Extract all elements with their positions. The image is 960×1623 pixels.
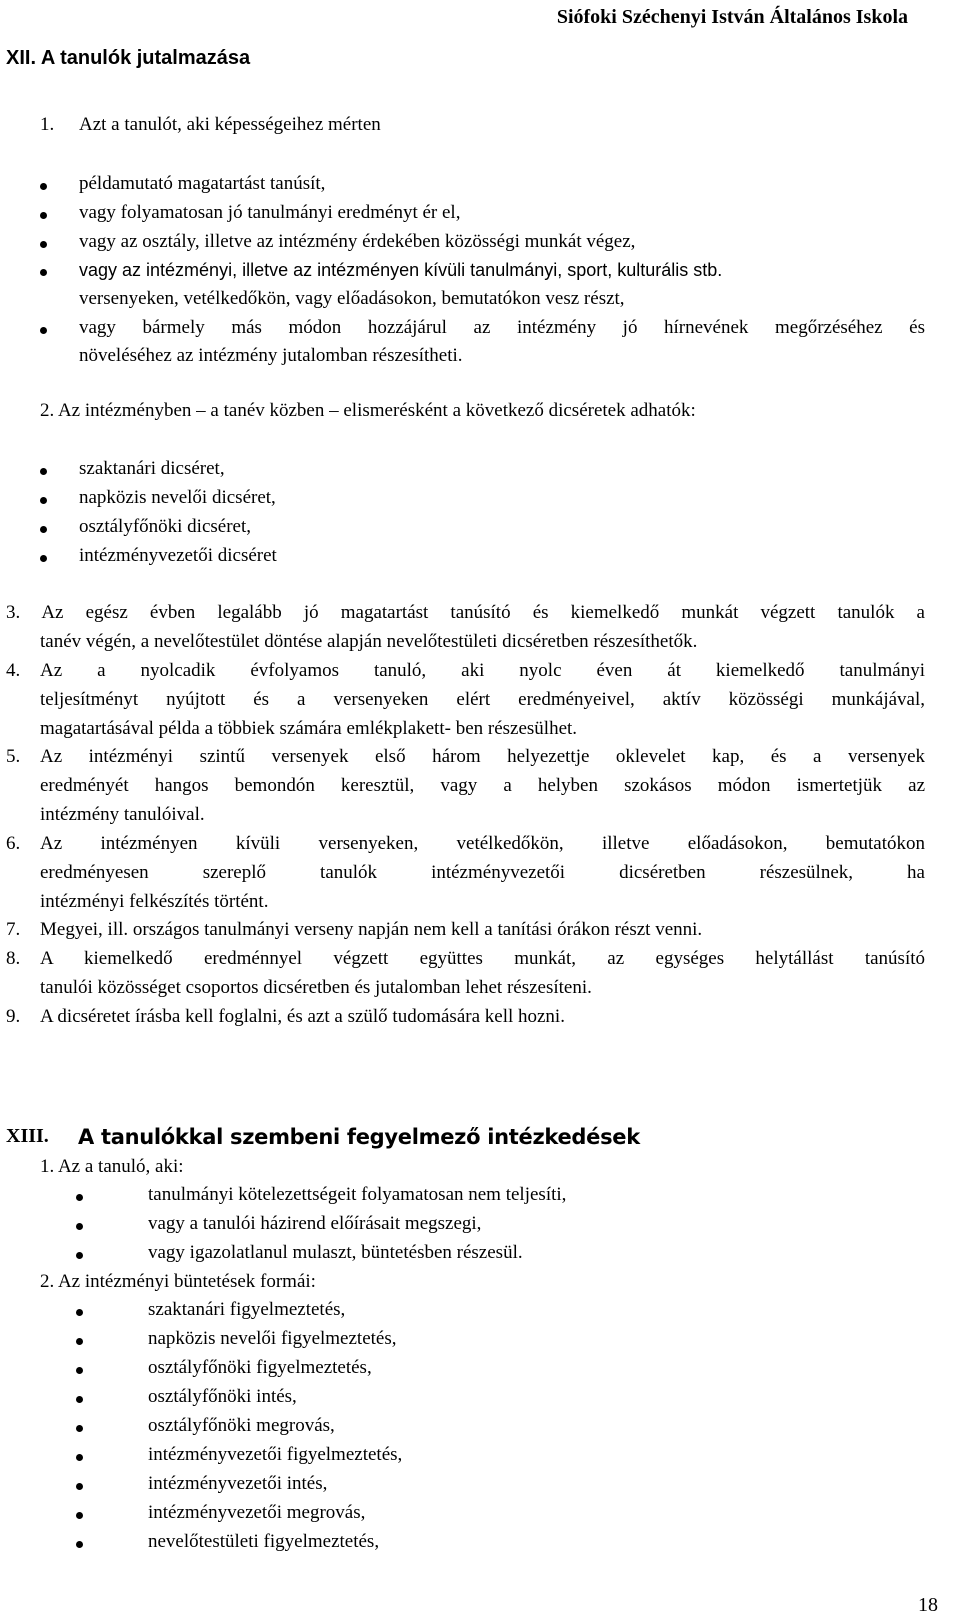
item-6-line: Az intézményen kívüli versenyeken, vetélkedőkön, illetve előadásokon, bemutatókon (40, 833, 925, 854)
list-item: intézményvezetői intés, (148, 1473, 328, 1494)
list-item: tanulmányi kötelezettségeit folyamatosan nem teljesíti, (148, 1184, 567, 1205)
bullet-icon (76, 1338, 83, 1345)
list-item: vagy az osztály, illetve az intézmény érdekében közösségi munkát végez, (79, 231, 636, 252)
item-8-line: tanulói közösséget csoportos dicséretben és jutalomban lehet részesíteni. (40, 977, 592, 998)
bullet-icon (40, 183, 47, 190)
praise-item: napközis nevelői dicséret, (79, 487, 276, 508)
item-1-number: 1. (40, 114, 55, 135)
item-7-number: 7. (6, 919, 21, 940)
bullet-icon (40, 212, 47, 219)
item-4-line: teljesítményt nyújtott és a versenyeken elért eredményeivel, aktív közösségi munkájával, (40, 689, 925, 710)
praise-item: intézményvezetői dicséret (79, 545, 277, 566)
item-6-number: 6. (6, 833, 21, 854)
bullet-icon (76, 1194, 83, 1201)
list-item: vagy az intézményi, illetve az intézményen kívüli tanulmányi, sport, kulturális stb. (79, 260, 723, 280)
bullet-icon (40, 241, 47, 248)
s13-item-1: 1. Az a tanuló, aki: (40, 1156, 184, 1177)
page-number: 18 (918, 1594, 938, 1616)
bullet-icon (40, 269, 47, 276)
list-item-continuation: növeléséhez az intézmény jutalomban részesítheti. (79, 345, 463, 366)
bullet-icon (76, 1396, 83, 1403)
bullet-icon (76, 1252, 83, 1259)
item-3-line: 3. Az egész évben legalább jó magatartást tanúsító és kiemelkedő munkát végzett tanulók a (6, 602, 925, 623)
item-4-number: 4. (6, 660, 21, 681)
praise-item: osztályfőnöki dicséret, (79, 516, 252, 537)
list-item: vagy folyamatosan jó tanulmányi eredményt ér el, (79, 202, 461, 223)
praise-item: szaktanári dicséret, (79, 458, 225, 479)
list-item: intézményvezetői figyelmeztetés, (148, 1444, 403, 1465)
list-item: intézményvezetői megrovás, (148, 1502, 366, 1523)
list-item: osztályfőnöki figyelmeztetés, (148, 1357, 372, 1378)
item-4-line: Az a nyolcadik évfolyamos tanuló, aki nyolc éven át kiemelkedő tanulmányi (40, 660, 925, 681)
item-6-line: eredményesen szereplő tanulók intézményvezetői dicséretben részesülnek, ha (40, 862, 925, 883)
section-13-number: XIII. (6, 1125, 49, 1147)
section-12-title: XII. A tanulók jutalmazása (6, 47, 251, 69)
bullet-icon (76, 1512, 83, 1519)
bullet-icon (76, 1483, 83, 1490)
bullet-icon (40, 526, 47, 533)
item-1-lead: Azt a tanulót, aki képességeihez mérten (79, 114, 381, 135)
item-9-number: 9. (6, 1006, 21, 1027)
item-8-number: 8. (6, 948, 21, 969)
list-item: vagy igazolatlanul mulaszt, büntetésben részesül. (148, 1242, 523, 1263)
list-item: vagy bármely más módon hozzájárul az intézmény jó hírnevének megőrzéséhez és (79, 317, 925, 338)
item-5-number: 5. (6, 746, 21, 767)
list-item: szaktanári figyelmeztetés, (148, 1299, 346, 1320)
item-3-line: tanév végén, a nevelőtestület döntése alapján nevelőtestületi dicséretben részesíthetők. (40, 631, 698, 652)
list-item: példamutató magatartást tanúsít, (79, 173, 326, 194)
bullet-icon (76, 1454, 83, 1461)
item-6-line: intézményi felkészítés történt. (40, 891, 269, 912)
bullet-icon (40, 327, 47, 334)
s13-item-2: 2. Az intézményi büntetések formái: (40, 1271, 316, 1292)
bullet-icon (76, 1425, 83, 1432)
item-7-line: Megyei, ill. országos tanulmányi verseny napján nem kell a tanítási órákon részt venni. (40, 919, 703, 940)
list-item: osztályfőnöki intés, (148, 1386, 297, 1407)
bullet-icon (76, 1541, 83, 1548)
item-5-line: Az intézményi szintű versenyek első három helyezettje oklevelet kap, és a versenyek (40, 746, 925, 767)
item-5-line: eredményét hangos bemondón keresztül, vagy a helyben szokásos módon ismertetjük az (40, 775, 925, 796)
section-13-title: A tanulókkal szembeni fegyelmező intézkedések (78, 1125, 640, 1149)
bullet-icon (76, 1309, 83, 1316)
item-2-text: 2. Az intézményben – a tanév közben – elismerésként a következő dicséretek adhatók: (40, 400, 696, 421)
bullet-icon (76, 1223, 83, 1230)
item-8-line: A kiemelkedő eredménnyel végzett együttes munkát, az egységes helytállást tanúsító (40, 948, 925, 969)
item-5-line: intézmény tanulóival. (40, 804, 205, 825)
list-item: vagy a tanulói házirend előírásait megszegi, (148, 1213, 482, 1234)
list-item-continuation: versenyeken, vetélkedőkön, vagy előadásokon, bemutatókon vesz részt, (79, 288, 625, 309)
bullet-icon (40, 468, 47, 475)
list-item: napközis nevelői figyelmeztetés, (148, 1328, 397, 1349)
bullet-icon (76, 1367, 83, 1374)
bullet-icon (40, 555, 47, 562)
school-name: Siófoki Széchenyi István Általános Iskola (556, 6, 908, 28)
list-item: osztályfőnöki megrovás, (148, 1415, 335, 1436)
list-item: nevelőtestületi figyelmeztetés, (148, 1531, 380, 1552)
item-4-line: magatartásával példa a többiek számára emlékplakett- ben részesülhet. (40, 718, 578, 739)
bullet-icon (40, 497, 47, 504)
item-9-line: A dicséretet írásba kell foglalni, és azt a szülő tudomására kell hozni. (40, 1006, 565, 1027)
